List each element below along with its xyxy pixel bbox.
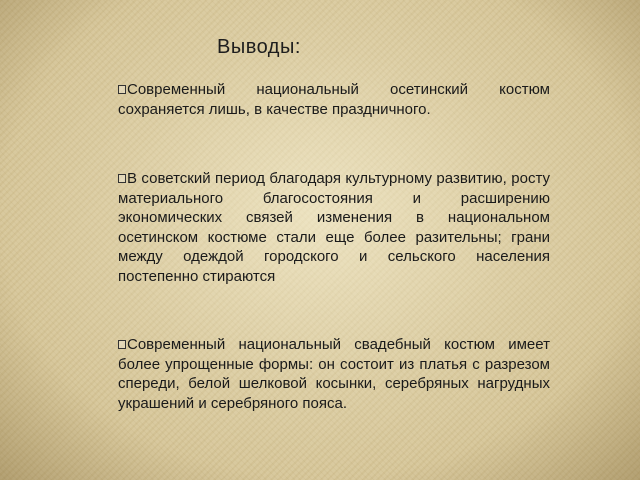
bullet-box-icon [118,85,126,94]
conclusion-text: Современный национальный свадебный костюм имеет более упрощенные формы: он состоит из платья с разрезом спереди, белой шелковой косынки, серебряных нагрудных украшений и серебряного пояса. [118,336,550,412]
conclusion-item [118,169,550,286]
conclusion-text: В советский период благодаря культурному развитию, росту материального благосостояния и расширению экономических связей изменения в национальном осетинском костюме стали еще более разительны; грани между одеждой городского и сельского населения постепенно стираются [118,170,550,285]
bullet-box-icon [118,340,126,349]
conclusions-list [118,80,550,413]
conclusion-item [118,80,550,119]
conclusion-item [118,335,550,413]
bullet-box-icon [118,174,126,183]
conclusion-text: Современный национальный осетинский костюм сохраняется лишь, в качестве праздничного. [118,81,550,118]
slide-title: Выводы: [217,36,301,58]
